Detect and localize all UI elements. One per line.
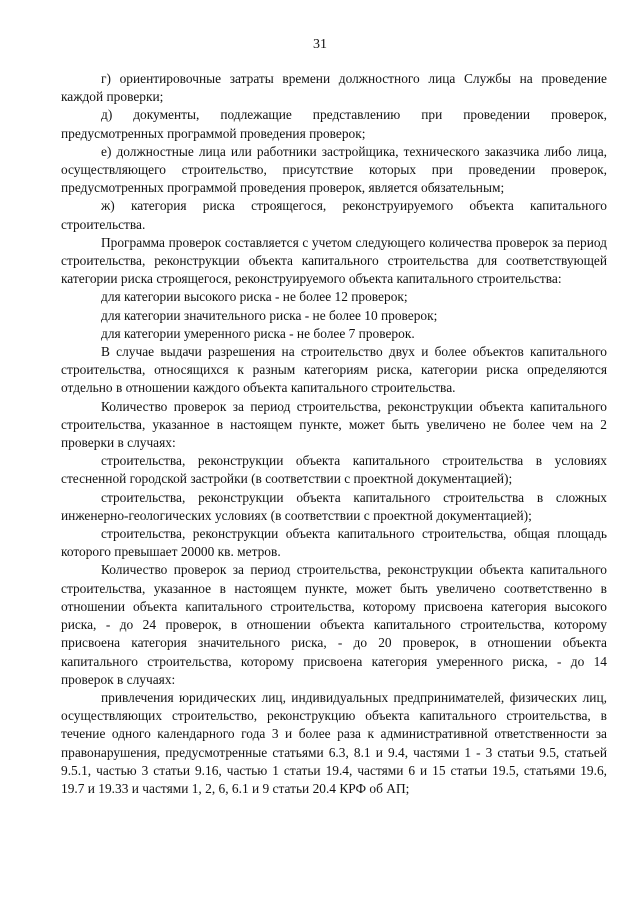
item-zh-risk-category: ж) категория риска строящегося, реконструируемого объекта капитального строительства. [61,198,607,232]
inspection-program-paragraph: Программа проверок составляется с учетом следующего количества проверок за период строительства, реконструкции объекта капитального строительства для соответствующей категории риска строящегося, реконструируемого объекта капитального строительства: [61,234,607,287]
page-number: 31 [313,37,327,52]
item-d-documents: д) документы, подлежащие представлению при проведении проверок, предусмотренных программой проведения проверок; [61,107,607,141]
item-e-officials: е) должностные лица или работники застройщика, технического заказчика либо лица, осуществляющего строительство, присутствие которых при проведении проверок, предусмотренных программой проведения проверок, является обязательным; [61,143,607,196]
moderate-risk-limit: для категории умеренного риска - не более 7 проверок. [101,325,415,341]
case-administrative-liability: привлечения юридических лиц, индивидуальных предпринимателей, физических лиц, осуществляющих строительство, реконструкцию объекта капитального строительства, в течение одного календарного года 3 и более раза к административной ответственности за правонарушения, предусмотренные статьями 6.3, 8.1 и 9.4, частями 1 - 3 статьи 9.5, статьей 9.5.1, частью 3 статьи 9.16, частью 1 статьи 19.4, частями 6 и 15 статьи 19.5, статьями 19.6, 19.7 и 19.33 и частями 1, 2, 6, 6.1 и 9 статьи 20.4 КРФ об АП; [61,689,607,796]
item-g-time-costs: г) ориентировочные затраты времени должностного лица Службы на проведение каждой проверки; [61,71,607,105]
case-complex-geology: строительства, реконструкции объекта капитального строительства в сложных инженерно-геологических условиях (в соответствии с проектной документацией); [61,489,607,523]
high-risk-limit: для категории высокого риска - не более 12 проверок; [101,289,408,305]
case-dense-development: строительства, реконструкции объекта капитального строительства в условиях стесненной городской застройки (в соответствии с проектной документацией); [61,453,607,487]
increase-by-two-paragraph: Количество проверок за период строительства, реконструкции объекта капитального строительства, указанное в настоящем пункте, может быть увеличено не более чем на 2 проверки в случаях: [61,398,607,451]
significant-risk-limit: для категории значительного риска - не более 10 проверок; [101,307,438,323]
multiple-objects-paragraph: В случае выдачи разрешения на строительство двух и более объектов капитального строительства, относящихся к разным категориям риска, категории риска определяются отдельно в отношении каждого объекта капитального строительства. [61,344,607,396]
case-large-area: строительства, реконструкции объекта капитального строительства, общая площадь которого превышает 20000 кв. метров. [61,526,607,560]
increase-by-category-paragraph: Количество проверок за период строительства, реконструкции объекта капитального строительства, указанное в настоящем пункте, может быть увеличено соответственно в отношении объекта капитального строительства, которому присвоена категория высокого риска, - до 24 проверок, в отношении объекта капитального строительства, которому присвоена категория значительного риска, - до 20 проверок, в отношении объекта капитального строительства, которому присвоена категория умеренного риска, - до 14 проверок в случаях: [61,562,607,687]
document-body [61,70,607,798]
